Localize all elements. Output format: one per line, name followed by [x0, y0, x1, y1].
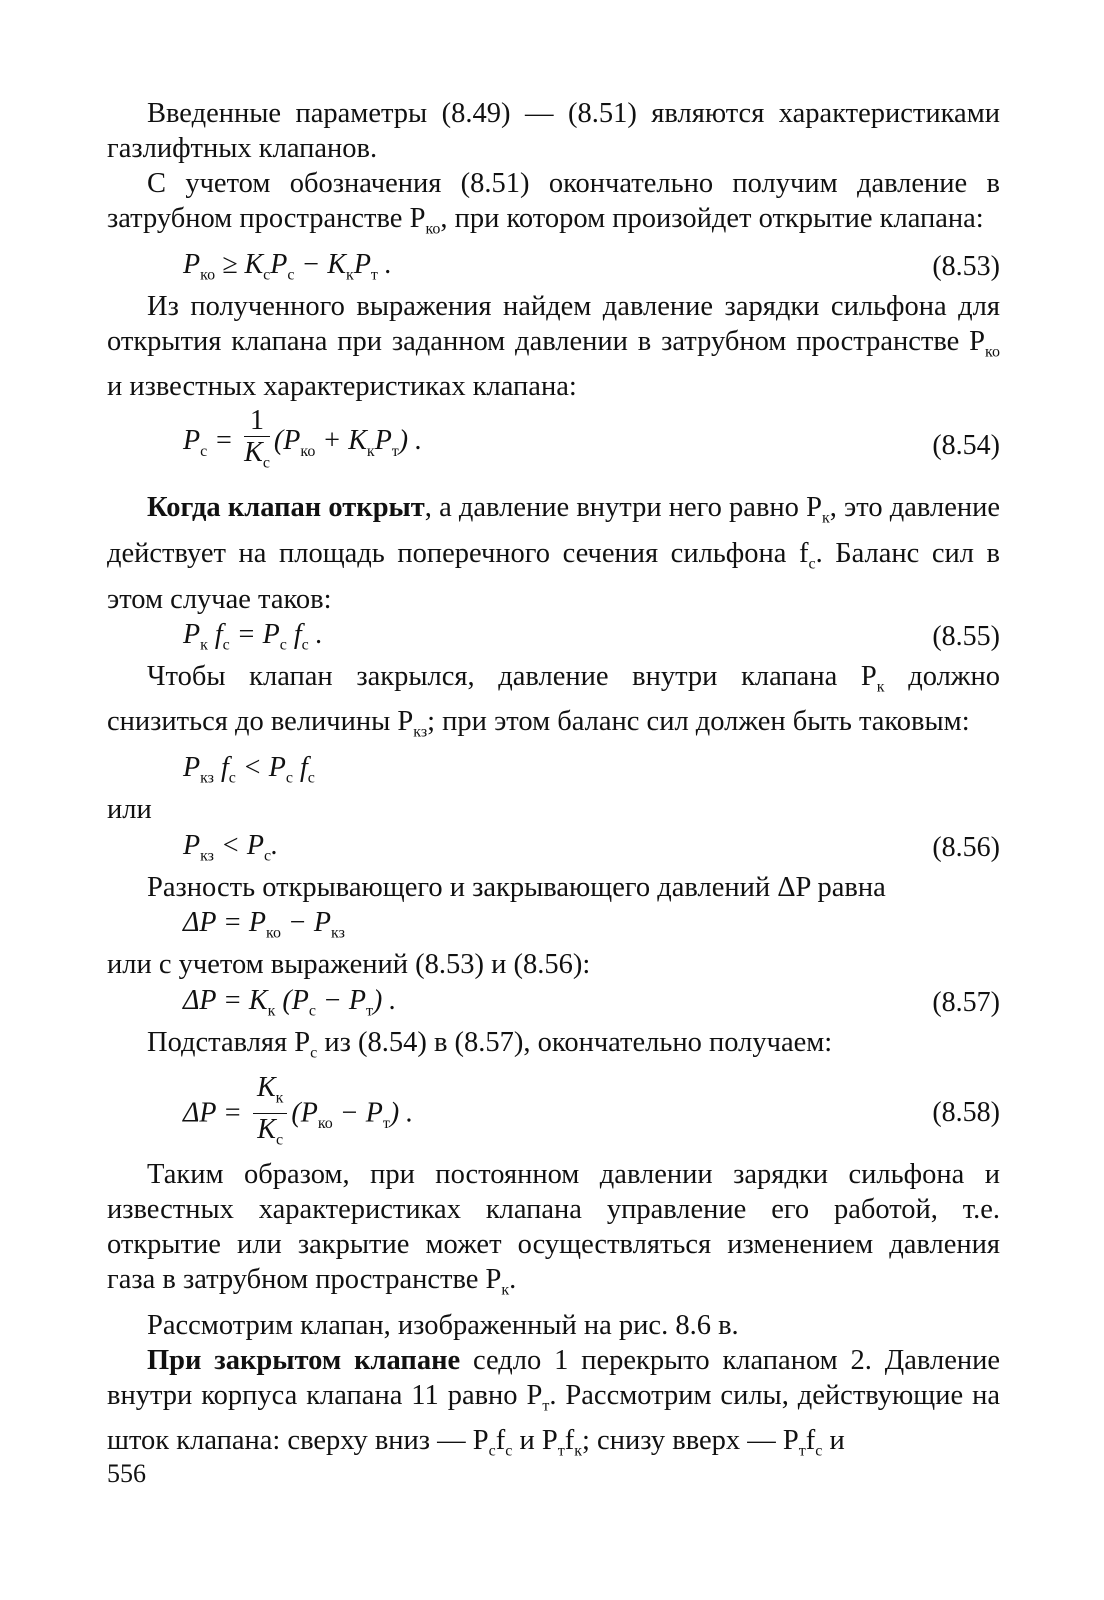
- equation-expression: $\Delta P = P_{ко} - P_{кз}$: [183, 907, 345, 942]
- equation-number: (8.58): [932, 1096, 1000, 1128]
- paragraph-3: Из полученного выражения найдем давление зарядки сильфона для открытия клапана при заданном давлении в затрубном пространстве $P_{ко}$ и известных характеристиках клапана:: [107, 290, 1000, 403]
- equation-number: (8.54): [932, 430, 1000, 462]
- equation-expression: $P_с$ = 1 $K_с$ $(P_{ко} + K_кP_т)$ .: [183, 405, 423, 472]
- paragraph-9: Рассмотрим клапан, изображенный на рис. 8.6 в.: [147, 1309, 739, 1341]
- page-number: 556: [107, 1459, 146, 1488]
- equation-delta-p: [107, 905, 1000, 947]
- paragraph-1: Введенные параметры (8.49) — (8.51) являются характеристиками газлифтных клапанов.: [107, 98, 1000, 164]
- inequality-forces: [107, 750, 1000, 792]
- equation-8-53: [107, 247, 1000, 289]
- equation-8-58: [107, 1071, 1000, 1157]
- equation-number: (8.56): [932, 832, 1000, 864]
- word-ili: или: [107, 794, 152, 826]
- equation-8-55: [107, 617, 1000, 659]
- equation-expression: ΔP = $K_к$ $K_с$ $(P_{ко} - P_т)$ .: [183, 1071, 414, 1149]
- paragraph-6: Разность открывающего и закрывающего давлений ΔP равна: [147, 872, 886, 904]
- equation-8-56: [107, 828, 1000, 870]
- equation-expression: $P_{кз}$ $f_с < P_с$ $f_с$: [183, 752, 315, 787]
- paragraph-7: Подставляя $P_с$ из (8.54) в (8.57), окончательно получаем:: [147, 1027, 833, 1062]
- paragraph-10: При закрытом клапане седло 1 перекрыто клапаном 2. Давление внутри корпуса клапана 11 равно $P_т$. Рассмотрим силы, действующие на шток клапана: сверху вниз — $P_сf_с$ и $P_тf_к$; снизу вверх — $P_тf_с$ и: [107, 1344, 1001, 1460]
- paragraph-ili-2: или с учетом выражений (8.53) и (8.56):: [107, 949, 591, 981]
- paragraph-4: Когда клапан открыт, а давление внутри него равно $P_к$, это давление действует на площадь поперечного сечения сильфона $f_с$. Баланс сил в этом случае таков:: [107, 492, 1000, 615]
- paragraph-2: С учетом обозначения (8.51) окончательно получим давление в затрубном пространстве $P_{ко}$, при котором произойдет открытие клапана:: [107, 168, 1000, 238]
- equation-number: (8.55): [932, 620, 1000, 652]
- equation-expression: $\Delta P = K_к$ $(P_с - P_т)$ .: [183, 985, 397, 1020]
- paragraph-8: Таким образом, при постоянном давлении зарядки сильфона и известных характеристиках клапана управление его работой, т.е. открытие или закрытие может осуществляться изменением давления газа в затрубном пространстве $P_к$.: [107, 1158, 1000, 1299]
- equation-expression: $P_{кз} < P_с$.: [183, 830, 279, 865]
- equation-number: (8.57): [932, 987, 1000, 1019]
- equation-8-54: [107, 404, 1000, 490]
- equation-expression: $P_к$ $f_с = P_с$ $f_с$ .: [183, 618, 323, 654]
- paragraph-5: Чтобы клапан закрылся, давление внутри клапана $P_к$ должно снизиться до величины $P_{кз}$; при этом баланс сил должен быть таковым:: [107, 660, 1000, 742]
- equation-expression: $P_{ко} \ge K_сP_с - K_кP_т$ .: [183, 248, 392, 284]
- page-body: [107, 96, 1000, 1469]
- equation-number: (8.53): [932, 250, 1000, 282]
- equation-8-57: [107, 983, 1000, 1025]
